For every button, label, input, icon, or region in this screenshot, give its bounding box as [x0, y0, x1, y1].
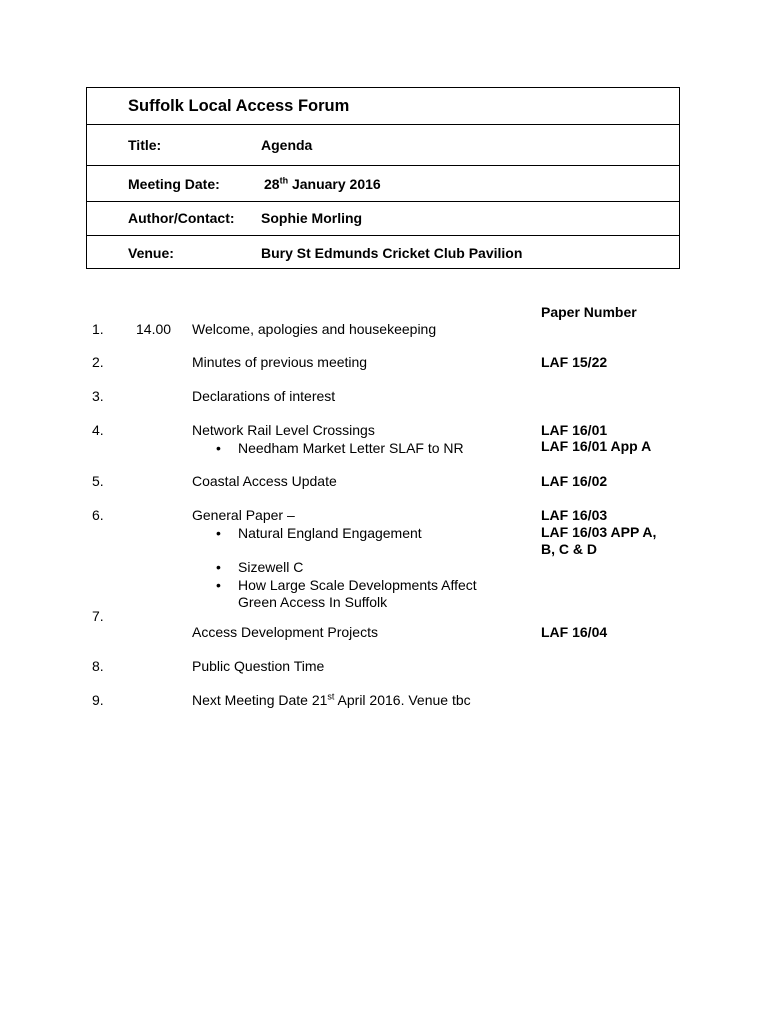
author-label: Author/Contact:: [128, 210, 235, 226]
item-6-bullet-1: Natural England Engagement: [238, 525, 422, 541]
item-6-bullet-3-cont: Green Access In Suffolk: [238, 594, 388, 610]
item-7-text: Access Development Projects: [192, 624, 378, 640]
venue-label: Venue:: [128, 245, 174, 261]
item-8-text: Public Question Time: [192, 658, 325, 674]
item-4-text: Network Rail Level Crossings: [192, 422, 375, 438]
item-5-number: 5.: [92, 473, 104, 489]
item-7-paper: LAF 16/04: [541, 624, 608, 640]
bullet-dot: •: [216, 525, 221, 541]
item-4-number: 4.: [92, 422, 104, 438]
bullet-dot: •: [216, 577, 221, 593]
item-9-text-sup: st: [327, 691, 335, 702]
item-9-text: [192, 692, 471, 708]
title-label: Title:: [128, 137, 162, 153]
item-3-number: 3.: [92, 388, 104, 404]
item-2-number: 2.: [92, 354, 104, 370]
venue-value: Bury St Edmunds Cricket Club Pavilion: [261, 245, 523, 261]
item-9-number: 9.: [92, 692, 104, 708]
header-row-title: [87, 125, 679, 166]
header-row-date: [87, 166, 679, 202]
bullet-dot: •: [216, 559, 221, 575]
header-row-org: [87, 88, 679, 125]
date-rest: January 2016: [288, 176, 381, 192]
item-4-bullet: Needham Market Letter SLAF to NR: [238, 440, 464, 456]
date-label: Meeting Date:: [128, 176, 220, 192]
item-9-text-pre: Next Meeting Date 21: [192, 692, 328, 708]
org-title: Suffolk Local Access Forum: [128, 97, 350, 115]
item-6-bullet-3: How Large Scale Developments Affect: [238, 577, 477, 593]
author-value: Sophie Morling: [261, 210, 363, 226]
date-value: [264, 176, 381, 192]
item-7-number: 7.: [92, 608, 104, 624]
item-6-paper-2: LAF 16/03 APP A,: [541, 524, 657, 540]
header-row-venue: [87, 236, 679, 269]
header-table: [86, 87, 680, 269]
item-6-number: 6.: [92, 507, 104, 523]
bullet-dot: •: [216, 440, 221, 456]
item-1-text: Welcome, apologies and housekeeping: [192, 321, 437, 337]
item-6-paper-3: B, C & D: [541, 541, 597, 557]
header-row-author: [87, 202, 679, 236]
item-3-text: Declarations of interest: [192, 388, 336, 404]
item-9-text-post: April 2016. Venue tbc: [334, 692, 471, 708]
item-6-bullet-2: Sizewell C: [238, 559, 304, 575]
item-5-text: Coastal Access Update: [192, 473, 337, 489]
item-2-text: Minutes of previous meeting: [192, 354, 368, 370]
item-6-paper: LAF 16/03: [541, 507, 608, 523]
paper-number-heading: Paper Number: [541, 304, 637, 320]
date-sup: th: [279, 175, 289, 186]
item-1-number: 1.: [92, 321, 104, 337]
item-8-number: 8.: [92, 658, 104, 674]
item-1-time: 14.00: [136, 321, 172, 337]
item-4-paper: LAF 16/01: [541, 422, 608, 438]
title-value: Agenda: [261, 137, 313, 153]
item-5-paper: LAF 16/02: [541, 473, 608, 489]
date-day: 28: [264, 176, 280, 192]
item-4-paper-2: LAF 16/01 App A: [541, 438, 652, 454]
item-6-text: General Paper –: [192, 507, 295, 523]
item-2-paper: LAF 15/22: [541, 354, 608, 370]
